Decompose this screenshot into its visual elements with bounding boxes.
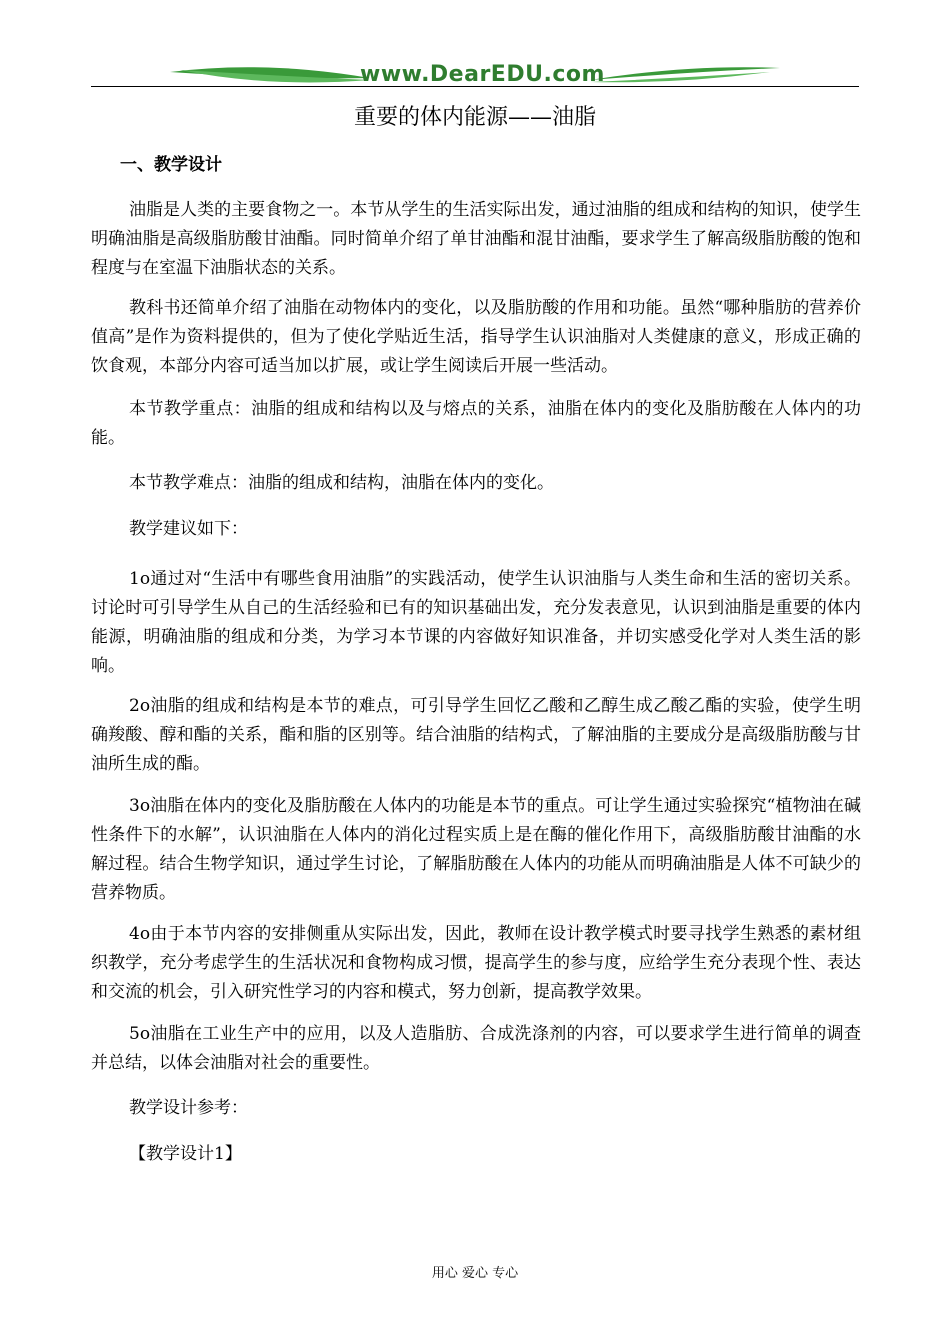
header-rule [91, 86, 859, 87]
paragraph: 本节教学难点：油脂的组成和结构，油脂在体内的变化。 [129, 473, 554, 493]
paragraph: 1o通过对“生活中有哪些食用油脂”的实践活动，使学生认识油脂与人类生命和生活的密切关系。讨论时可引导学生从自己的生活经验和已有的知识基础出发，充分发表意见，认识到油脂是重要的体内能源，明确油脂的组成和分类，为学习本节课的内容做好知识准备，并切实感受化学对人类生活的影响。 [91, 569, 861, 676]
paragraph: 5o油脂在工业生产中的应用，以及人造脂肪、合成洗涤剂的内容，可以要求学生进行简单的调查并总结，以体会油脂对社会的重要性。 [91, 1024, 861, 1073]
header-logo [170, 58, 780, 94]
page-footer: 用心 爱心 专心 [431, 1266, 519, 1281]
paragraph: 2o油脂的组成和结构是本节的难点，可引导学生回忆乙酸和乙醇生成乙酸乙酯的实验，使学生明确羧酸、醇和酯的关系，酯和脂的区别等。结合油脂的结构式，了解油脂的主要成分是高级脂肪酸与甘油所生成的酯。 [91, 696, 861, 774]
paragraph: 3o油脂在体内的变化及脂肪酸在人体内的功能是本节的重点。可让学生通过实验探究“植物油在碱性条件下的水解”，认识油脂在人体内的消化过程实质上是在酶的催化作用下，高级脂肪酸甘油酯的水解过程。结合生物学知识，通过学生讨论，了解脂肪酸在人体内的功能从而明确油脂是人体不可缺少的营养物质。 [91, 796, 861, 903]
paragraph: 教学设计参考： [129, 1098, 248, 1118]
paragraph: 【教学设计1】 [129, 1144, 242, 1164]
logo-text[interactable]: www.DearEDU.com [360, 62, 605, 87]
paragraph: 油脂是人类的主要食物之一。本节从学生的生活实际出发，通过油脂的组成和结构的知识，使学生明确油脂是高级脂肪酸甘油酯。同时简单介绍了单甘油酯和混甘油酯，要求学生了解高级脂肪酸的饱和程度与在室温下油脂状态的关系。 [91, 200, 861, 278]
section-heading: 一、教学设计 [120, 155, 222, 175]
paragraph: 4o由于本节内容的安排侧重从实际出发，因此，教师在设计教学模式时要寻找学生熟悉的素材组织教学，充分考虑学生的生活状况和食物构成习惯，提高学生的参与度，应给学生充分表现个性、表达和交流的机会，引入研究性学习的内容和模式，努力创新，提高教学效果。 [91, 924, 861, 1002]
paragraph: 教学建议如下： [129, 519, 248, 539]
page-title: 重要的体内能源——油脂 [353, 105, 596, 130]
paragraph: 教科书还简单介绍了油脂在动物体内的变化，以及脂肪酸的作用和功能。虽然“哪种脂肪的营养价值高”是作为资料提供的，但为了使化学贴近生活，指导学生认识油脂对人类健康的意义，形成正确的饮食观，本部分内容可适当加以扩展，或让学生阅读后开展一些活动。 [91, 298, 861, 376]
paragraph: 本节教学重点：油脂的组成和结构以及与熔点的关系，油脂在体内的变化及脂肪酸在人体内的功能。 [91, 399, 861, 448]
